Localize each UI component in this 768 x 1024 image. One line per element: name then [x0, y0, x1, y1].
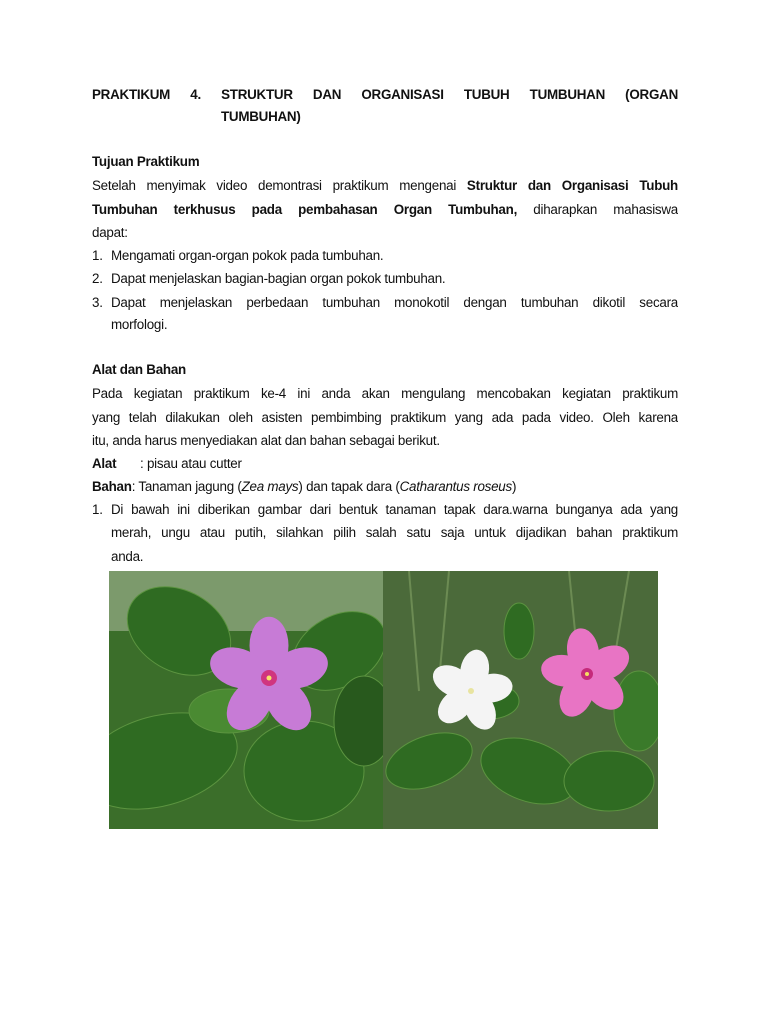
list-number: 1. — [92, 248, 103, 263]
heading-alat-bahan: Alat dan Bahan — [92, 362, 186, 377]
list-item: Dapat menjelaskan perbedaan tumbuhan monokotil dengan tumbuhan dikotil secara — [111, 295, 678, 310]
intro-line: Setelah menyimak video demontrasi praktikum mengenai Struktur dan Organisasi Tubuh — [92, 178, 678, 193]
paragraph-line: itu, anda harus menyediakan alat dan bahan sebagai berikut. — [92, 433, 440, 448]
list-item: Mengamati organ-organ pokok pada tumbuhan. — [111, 248, 384, 263]
document-title: PRAKTIKUM 4. STRUKTUR DAN ORGANISASI TUBUH TUMBUHAN (ORGAN — [92, 87, 678, 102]
list-number: 1. — [92, 502, 103, 517]
intro-line: dapat: — [92, 225, 128, 240]
list-item-cont: merah, ungu atau putih, silahkan pilih salah satu saja untuk dijadikan bahan praktikum — [111, 525, 678, 540]
list-number: 3. — [92, 295, 103, 310]
list-item: Di bawah ini diberikan gambar dari bentuk tanaman tapak dara.warna bunganya ada yang — [111, 502, 678, 517]
list-number: 2. — [92, 271, 103, 286]
alat-line: Alat : pisau atau cutter — [92, 456, 242, 471]
list-item-cont: anda. — [111, 549, 144, 564]
document-title-cont: TUMBUHAN) — [221, 109, 301, 124]
intro-line: Tumbuhan terkhusus pada pembahasan Organ Tumbuhan, diharapkan mahasiswa — [92, 202, 678, 217]
list-item: Dapat menjelaskan bagian-bagian organ pokok tumbuhan. — [111, 271, 446, 286]
catharanthus-photo — [109, 571, 658, 829]
bahan-line: Bahan: Tanaman jagung (Zea mays) dan tapak dara (Catharantus roseus) — [92, 479, 517, 494]
paragraph-line: yang telah dilakukan oleh asisten pembimbing praktikum yang ada pada video. Oleh karena — [92, 410, 678, 425]
heading-tujuan: Tujuan Praktikum — [92, 154, 200, 169]
paragraph-line: Pada kegiatan praktikum ke-4 ini anda akan mengulang mencobakan kegiatan praktikum — [92, 386, 678, 401]
list-item-cont: morfologi. — [111, 317, 168, 332]
